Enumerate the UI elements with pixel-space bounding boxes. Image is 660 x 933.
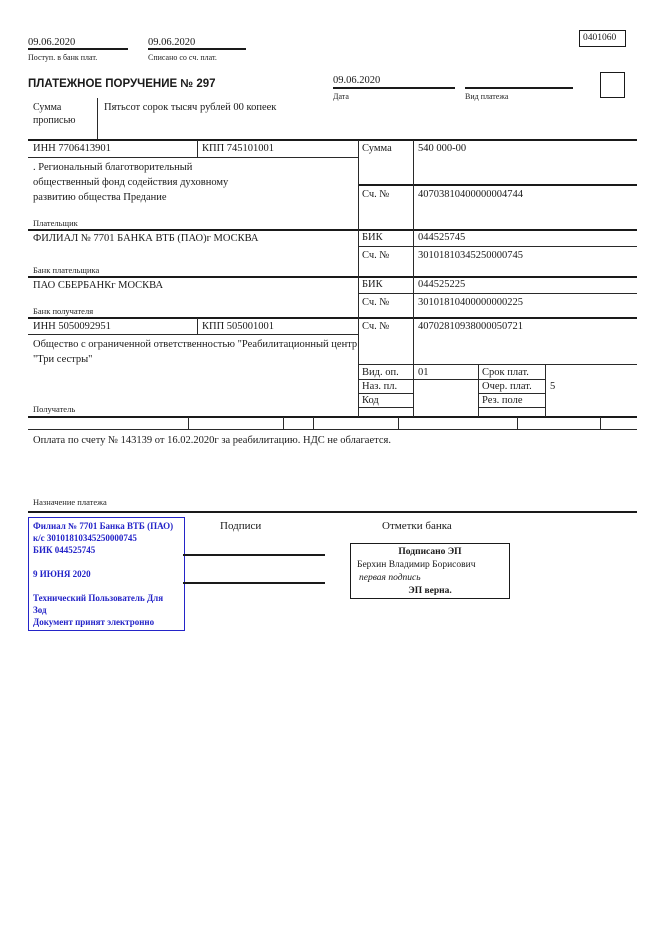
payer-label: Плательщик — [33, 218, 78, 228]
received-in-bank-date: 09.06.2020 — [28, 37, 76, 48]
stamp-line — [33, 556, 180, 568]
signature-line — [183, 582, 325, 584]
payee-bank-account-value: 30101810400000000225 — [418, 297, 523, 308]
stamp-line: Филиал № 7701 Банка ВТБ (ПАО) — [33, 521, 174, 531]
payer-name-line: . Региональный благотворительный — [33, 162, 193, 173]
form-code-box — [579, 30, 626, 47]
stamp-line — [33, 580, 180, 592]
naz-pl-label: Наз. пл. — [362, 381, 398, 392]
payee-account-value: 40702810938000050721 — [418, 321, 523, 332]
payee-name: Общество с ограниченной ответственностью "Реабилитационный центр "Три сестры" — [33, 339, 358, 365]
payee-bank-name: ПАО СБЕРБАНКг МОСКВА — [33, 280, 164, 291]
divider — [333, 87, 455, 89]
received-in-bank-label: Поступ. в банк плат. — [28, 53, 98, 62]
esign-box — [350, 543, 510, 599]
kod-label: Код — [362, 395, 379, 406]
table-line — [28, 317, 637, 319]
payee-label: Получатель — [33, 404, 76, 414]
stamp-line: Документ принят электронно — [33, 617, 155, 627]
payer-bank-account-value: 30101810345250000745 — [418, 250, 523, 261]
table-line — [545, 365, 546, 417]
bank-stamp — [28, 517, 185, 631]
divider — [28, 511, 637, 513]
esign-title: Подписано ЭП — [398, 547, 462, 557]
payer-inn: ИНН 7706413901 — [33, 143, 111, 154]
table-line — [358, 184, 637, 186]
payer-name-line: общественный фонд содействия духовному — [33, 177, 229, 188]
table-line — [28, 229, 637, 231]
payer-bank-account-label: Сч. № — [362, 250, 390, 261]
table-line — [358, 140, 359, 417]
table-line — [398, 417, 399, 430]
divider — [97, 98, 98, 140]
table-line — [28, 276, 637, 278]
table-line — [28, 334, 359, 335]
payer-account-value: 40703810400000004744 — [418, 189, 523, 200]
divider — [28, 48, 128, 50]
amount-words-label-2: прописью — [33, 115, 76, 126]
payee-bank-bik-label: БИК — [362, 279, 383, 290]
esign-valid: ЭП верна. — [408, 586, 452, 596]
srok-plat-label: Срок плат. — [482, 367, 529, 378]
payee-kpp: КПП 505001001 — [202, 321, 275, 332]
stamp-line: БИК 044525745 — [33, 545, 96, 555]
bank-marks-heading: Отметки банка — [382, 520, 452, 532]
payment-purpose-label: Назначение платежа — [33, 497, 107, 507]
ocher-plat-label: Очер. плат. — [482, 381, 532, 392]
page-title: ПЛАТЕЖНОЕ ПОРУЧЕНИЕ № 297 — [28, 78, 216, 90]
table-line — [313, 417, 314, 430]
payer-kpp: КПП 745101001 — [202, 143, 275, 154]
signature-line — [183, 554, 325, 556]
esign-type: первая подпись — [359, 573, 421, 583]
divider — [148, 48, 246, 50]
table-line — [197, 318, 198, 335]
sum-value: 540 000-00 — [418, 143, 467, 154]
payee-bank-label: Банк получателя — [33, 306, 94, 316]
table-line — [358, 364, 637, 365]
vid-op-label: Вид. оп. — [362, 367, 399, 378]
payee-account-label: Сч. № — [362, 321, 390, 332]
table-line — [197, 140, 198, 157]
document-date: 09.06.2020 — [333, 75, 381, 86]
payer-account-label: Сч. № — [362, 189, 390, 200]
table-line — [600, 417, 601, 430]
table-line — [358, 246, 637, 247]
stamp-line: Технический Пользователь Для — [33, 593, 164, 603]
payment-type-checkbox — [600, 72, 625, 98]
table-line — [28, 429, 637, 430]
stamp-line: Зод — [33, 605, 47, 615]
divider — [465, 87, 573, 89]
payer-bank-bik-label: БИК — [362, 232, 383, 243]
payer-bank-name: ФИЛИАЛ № 7701 БАНКА ВТБ (ПАО)г МОСКВА — [33, 233, 259, 244]
amount-words-label-1: Сумма — [33, 102, 62, 113]
sum-label: Сумма — [362, 143, 392, 154]
debited-label: Списано со сч. плат. — [148, 53, 217, 62]
table-line — [358, 293, 637, 294]
amount-words-value: Пятьсот сорок тысяч рублей 00 копеек — [104, 102, 277, 113]
payer-bank-bik-value: 044525745 — [418, 232, 466, 243]
payer-name-line: развитию общества Предание — [33, 192, 167, 203]
payee-bank-account-label: Сч. № — [362, 297, 390, 308]
stamp-line: 9 ИЮНЯ 2020 — [33, 569, 91, 579]
signatures-heading: Подписи — [220, 520, 262, 532]
table-line — [478, 365, 479, 417]
payee-inn: ИНН 5050092951 — [33, 321, 111, 332]
payment-type-label: Вид платежа — [465, 92, 509, 101]
payer-bank-label: Банк плательщика — [33, 265, 100, 275]
table-line — [358, 407, 413, 408]
table-line — [28, 157, 359, 158]
table-line — [517, 417, 518, 430]
table-line — [413, 140, 414, 417]
vid-op-value: 01 — [418, 367, 429, 378]
ocher-plat-value: 5 — [550, 381, 556, 392]
debited-date: 09.06.2020 — [148, 37, 196, 48]
payee-bank-bik-value: 044525225 — [418, 279, 466, 290]
esign-name: Берхин Владимир Борисович — [357, 560, 476, 570]
date-label: Дата — [333, 92, 349, 101]
table-line — [283, 417, 284, 430]
payment-purpose-text: Оплата по счету № 143139 от 16.02.2020г за реабилитацию. НДС не облагается. — [33, 435, 391, 446]
table-line — [188, 417, 189, 430]
table-line — [28, 139, 637, 141]
stamp-line: к/с 30101810345250000745 — [33, 533, 137, 543]
rez-pole-label: Рез. поле — [482, 395, 523, 406]
form-code: 0401060 — [583, 33, 617, 43]
table-line — [478, 407, 545, 408]
